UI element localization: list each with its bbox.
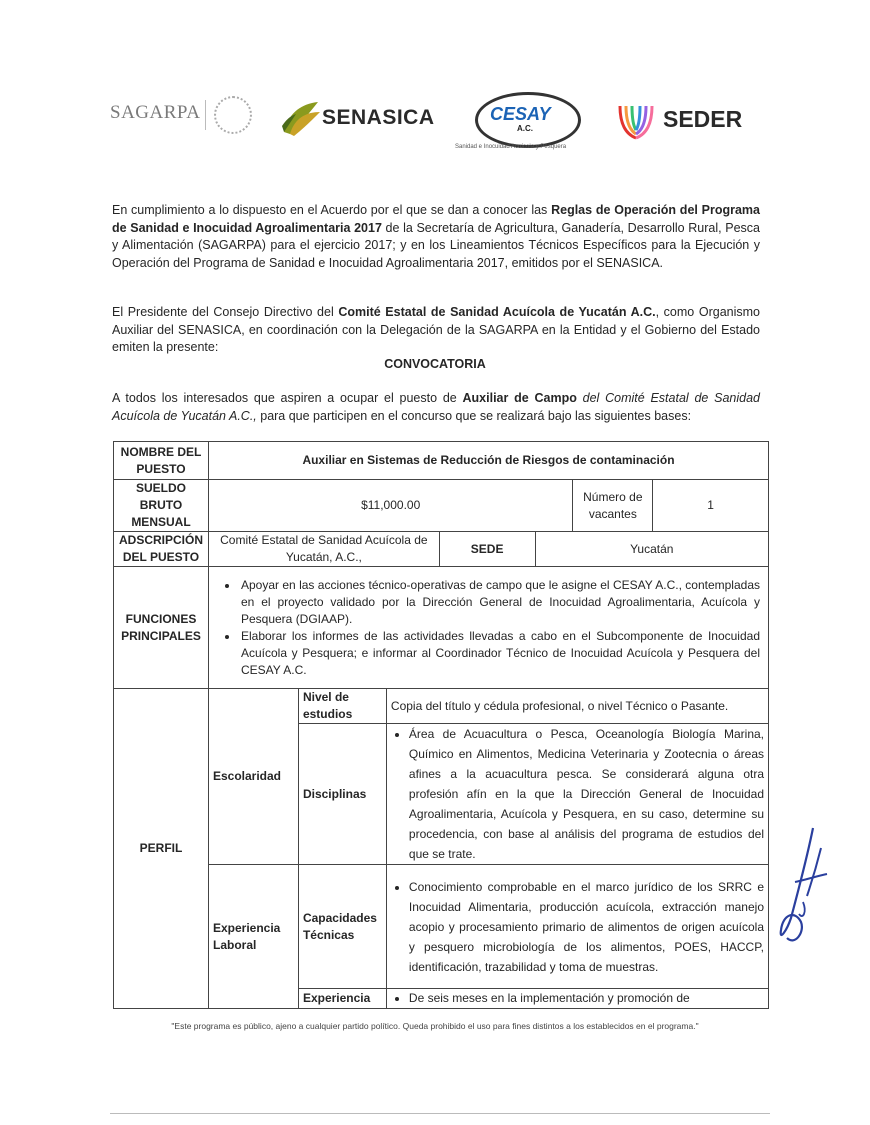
funciones-cell (208, 567, 768, 689)
document-title: CONVOCATORIA (384, 357, 486, 371)
vacantes-label: Número de vacantes (573, 480, 653, 532)
seder-logo (615, 90, 785, 160)
disciplinas-item: • Área de Acuacultura o Pesca, Oceanología Biología Marina, Químico en Alimentos, Medicina Veterinaria y Zootecnia o áreas afines a la acuacultura pesca. Se considerará alguna otra profesión afín en la que la Dirección General de Inocuidad Agroalimentaria, Acuícola y Pesquera, en su caso, determine su procedencia, con base al análisis del programa de estudios del que se trate. (409, 724, 764, 864)
capacidades-cell (386, 865, 768, 989)
sueldo-value: $11,000.00 (208, 480, 572, 532)
cesay-logo (455, 90, 605, 160)
disciplinas-label: Disciplinas (298, 724, 386, 865)
sagarpa-name: SAGARPA (110, 102, 201, 123)
escolaridad-label: Escolaridad (208, 689, 298, 865)
nombre-label: NOMBRE DEL PUESTO (114, 442, 209, 480)
senasica-logo (280, 90, 445, 160)
experiencia-item: • De seis meses en la implementación y promoción de (409, 990, 764, 1007)
intro-text-c: de la Secretaría de Agricultura, Ganadería, Desarrollo Rural, Pesca y Alimentación (SAGARPA) para el ejercicio 2017; y en los Lineamientos Técnicos Específicos para la Ejecución y Operación del Programa de Sanidad e Inocuidad Agroalimentaria 2017, emitidos por el SENASICA. (112, 220, 760, 270)
call-text-d: para que participen en el concurso que se realizará bajo las siguientes bases: (256, 408, 692, 423)
table-row-adscripcion (114, 532, 769, 567)
funcion-item: • Elaborar los informes de las actividades llevadas a cabo en el Subcomponente de Inocuidad Acuícola y Pesquera; e informar al Coordinador Técnico de Inocuidad Acuícola y Pesquera del CESAY A.C. (239, 628, 760, 679)
intro-paragraph (112, 202, 760, 272)
logo-divider (205, 100, 206, 130)
seder-name: SEDER (663, 106, 743, 132)
cesay-name-text: CESAY (490, 104, 551, 124)
president-paragraph (112, 304, 760, 357)
adscripcion-value: Comité Estatal de Sanidad Acuícola de Yucatán, A.C., (208, 532, 439, 567)
table-row-funciones (114, 567, 769, 689)
capacidades-list (391, 877, 764, 977)
perfil-label: PERFIL (114, 689, 209, 1009)
senasica-leaf-icon (280, 98, 324, 138)
table-row-nombre (114, 442, 769, 480)
president-text-c: , como Organismo Auxiliar del SENASICA, en coordinación con la Delegación de la SAGARPA en la Entidad y el Gobierno del Estado emiten la presente: (112, 305, 760, 354)
nombre-value: Auxiliar en Sistemas de Reducción de Riesgos de contaminación (208, 442, 768, 480)
national-seal-icon (214, 96, 252, 134)
disciplinas-list (391, 724, 764, 864)
cesay-tagline: Sanidad e Inocuidad Acuícola y Pesquera (455, 144, 567, 150)
capacidades-label: Capacidades Técnicas (298, 865, 386, 989)
intro-text-bold: Reglas de Operación del Programa de Sanidad e Inocuidad Agroalimentaria 2017 (112, 203, 760, 235)
adscripcion-label: ADSCRIPCIÓN DEL PUESTO (114, 532, 209, 567)
nivel-label: Nivel de estudios (298, 689, 386, 724)
president-text-a: El Presidente del Consejo Directivo del (112, 305, 339, 319)
job-details-table (113, 441, 769, 1009)
disciplinas-cell (386, 724, 768, 865)
senasica-name: SENASICA (322, 106, 435, 129)
footer-disclaimer: "Este programa es público, ajeno a cualquier partido político. Queda prohibido el uso para fines distintos a los establecidos en el programa." (171, 1021, 699, 1031)
funcion-item: • Apoyar en las acciones técnico-operativas de campo que le asigne el CESAY A.C., contempladas en el proyecto validado por la Dirección General de Inocuidad Agroalimentaria, Acuícola y Pesquera (DGIAAP). (239, 577, 760, 628)
sagarpa-logo (110, 90, 260, 160)
vacantes-value: 1 (653, 480, 769, 532)
sede-value: Yucatán (535, 532, 768, 567)
call-paragraph (112, 390, 760, 425)
nivel-value: Copia del título y cédula profesional, o nivel Técnico o Pasante. (386, 689, 768, 724)
call-text-italic: del Comité Estatal de Sanidad Acuícola de Yucatán A.C., (112, 391, 760, 423)
experiencia-cell (386, 989, 768, 1009)
table-row-capacidades (114, 865, 769, 989)
president-text-bold: Comité Estatal de Sanidad Acuícola de Yucatán A.C. (338, 305, 656, 319)
logo-bar (105, 90, 785, 160)
table-row-nivel (114, 689, 769, 724)
sueldo-label: SUELDO BRUTO MENSUAL (114, 480, 209, 532)
capacidades-item: • Conocimiento comprobable en el marco jurídico de los SRRC e Inocuidad Alimentaria, producción acuícola, extracción manejo acopio y procesamiento primario de alimentos de origen acuícola y pesquero microbiología de los alimentos, POES, HACCP, identificación, trazabilidad y toma de muestras. (409, 877, 764, 977)
experiencia-label: Experiencia (298, 989, 386, 1009)
table-row-sueldo (114, 480, 769, 532)
experiencia-list (391, 990, 764, 1007)
funciones-label: FUNCIONES PRINCIPALES (114, 567, 209, 689)
intro-text-a: En cumplimiento a lo dispuesto en el Acuerdo por el que se dan a conocer las (112, 203, 552, 217)
sede-label: SEDE (439, 532, 535, 567)
handwritten-signature (773, 818, 833, 958)
bottom-rule (110, 1113, 770, 1114)
call-text-bold: Auxiliar de Campo (462, 391, 577, 405)
funciones-list (213, 577, 760, 679)
call-text-a: A todos los interesados que aspiren a ocupar el puesto de (112, 391, 463, 405)
seder-colored-lines-icon (617, 102, 655, 144)
cesay-abbr: A.C. (517, 124, 533, 133)
cesay-name (490, 104, 551, 125)
experiencia-laboral-label: Experiencia Laboral (208, 865, 298, 1009)
